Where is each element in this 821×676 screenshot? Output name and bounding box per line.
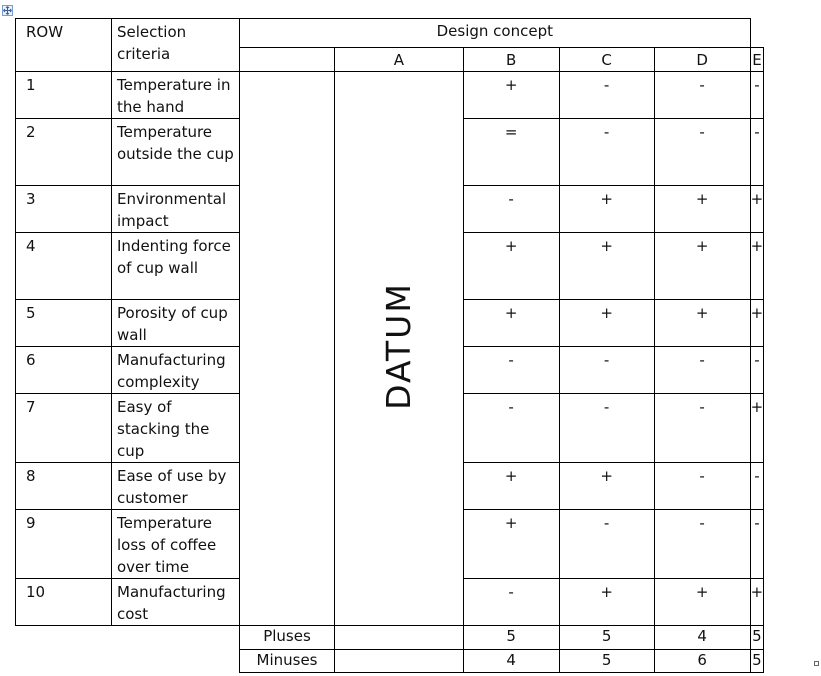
concept-header-b: B bbox=[463, 48, 559, 72]
row-number: 6 bbox=[16, 347, 112, 394]
pugh-matrix-table bbox=[15, 18, 764, 673]
blank-column-cell bbox=[240, 72, 335, 626]
selection-criteria-cell: Easy of stacking the cup bbox=[112, 394, 240, 463]
concept-mark-cell: - bbox=[654, 347, 750, 394]
selection-criteria-cell: Temperature outside the cup bbox=[112, 119, 240, 186]
totals-row bbox=[16, 626, 764, 650]
row-number: 5 bbox=[16, 300, 112, 347]
design-concept-header: Design concept bbox=[240, 19, 751, 48]
table-row bbox=[16, 72, 764, 119]
concept-mark-cell: - bbox=[463, 579, 559, 626]
concept-mark-cell: + bbox=[750, 579, 764, 626]
totals-label: Minuses bbox=[240, 650, 335, 673]
selection-criteria-cell: Temperature in the hand bbox=[112, 72, 240, 119]
total-value-cell: 4 bbox=[463, 650, 559, 673]
datum-label: DATUM bbox=[378, 281, 418, 410]
concept-mark-cell: + bbox=[559, 186, 654, 233]
move-arrows-icon bbox=[3, 6, 12, 15]
concept-header-d: D bbox=[654, 48, 750, 72]
row-number: 8 bbox=[16, 463, 112, 510]
datum-total-cell bbox=[335, 626, 464, 650]
selection-criteria-cell: Temperature loss of coffee over time bbox=[112, 510, 240, 579]
concept-mark-cell: + bbox=[654, 233, 750, 300]
row-number: 1 bbox=[16, 72, 112, 119]
concept-mark-cell: - bbox=[559, 119, 654, 186]
concept-mark-cell: - bbox=[559, 394, 654, 463]
concept-mark-cell: - bbox=[654, 510, 750, 579]
selection-criteria-cell: Porosity of cup wall bbox=[112, 300, 240, 347]
concept-mark-cell: + bbox=[750, 394, 764, 463]
concept-mark-cell: + bbox=[463, 72, 559, 119]
concept-mark-cell: = bbox=[463, 119, 559, 186]
concept-mark-cell: + bbox=[750, 233, 764, 300]
concept-mark-cell: + bbox=[654, 579, 750, 626]
concept-mark-cell: - bbox=[654, 394, 750, 463]
concept-mark-cell: - bbox=[750, 463, 764, 510]
row-number: 2 bbox=[16, 119, 112, 186]
concept-mark-cell: - bbox=[559, 72, 654, 119]
row-number: 7 bbox=[16, 394, 112, 463]
concept-mark-cell: + bbox=[654, 186, 750, 233]
concept-mark-cell: - bbox=[559, 510, 654, 579]
concept-header-e: E bbox=[750, 48, 764, 72]
selection-criteria-cell: Environmental impact bbox=[112, 186, 240, 233]
concept-mark-cell: + bbox=[559, 579, 654, 626]
concept-mark-cell: + bbox=[750, 186, 764, 233]
concept-mark-cell: - bbox=[654, 119, 750, 186]
total-value-cell: 5 bbox=[559, 626, 654, 650]
concept-mark-cell: + bbox=[463, 300, 559, 347]
concept-mark-cell: - bbox=[463, 394, 559, 463]
row-number: 4 bbox=[16, 233, 112, 300]
total-value-cell: 4 bbox=[654, 626, 750, 650]
concept-mark-cell: + bbox=[463, 463, 559, 510]
datum-cell bbox=[335, 72, 464, 626]
concept-header-a: A bbox=[335, 48, 464, 72]
selection-criteria-cell: Ease of use by customer bbox=[112, 463, 240, 510]
totals-label: Pluses bbox=[240, 626, 335, 650]
row-number: 9 bbox=[16, 510, 112, 579]
concept-mark-cell: + bbox=[750, 300, 764, 347]
concept-mark-cell: - bbox=[750, 347, 764, 394]
total-value-cell: 5 bbox=[750, 626, 764, 650]
concept-mark-cell: + bbox=[559, 300, 654, 347]
concept-mark-cell: + bbox=[559, 463, 654, 510]
concept-mark-cell: + bbox=[463, 233, 559, 300]
concept-mark-cell: - bbox=[750, 72, 764, 119]
total-value-cell: 6 bbox=[654, 650, 750, 673]
totals-row bbox=[16, 650, 764, 673]
selection-criteria-cell: Manufacturing cost bbox=[112, 579, 240, 626]
selection-criteria-cell: Indenting force of cup wall bbox=[112, 233, 240, 300]
concept-mark-cell: - bbox=[559, 347, 654, 394]
concept-mark-cell: - bbox=[654, 463, 750, 510]
total-value-cell: 5 bbox=[750, 650, 764, 673]
row-number: 3 bbox=[16, 186, 112, 233]
total-value-cell: 5 bbox=[463, 626, 559, 650]
concept-header-c: C bbox=[559, 48, 654, 72]
concept-mark-cell: + bbox=[654, 300, 750, 347]
table-move-handle[interactable] bbox=[2, 5, 13, 16]
row-number: 10 bbox=[16, 579, 112, 626]
datum-total-cell bbox=[335, 650, 464, 673]
concept-mark-cell: - bbox=[463, 186, 559, 233]
concept-mark-cell: - bbox=[750, 119, 764, 186]
concept-mark-cell: + bbox=[463, 510, 559, 579]
row-header: ROW bbox=[16, 19, 112, 72]
concept-mark-cell: - bbox=[750, 510, 764, 579]
table-resize-handle[interactable] bbox=[814, 661, 819, 666]
concept-mark-cell: + bbox=[559, 233, 654, 300]
selection-criteria-cell: Manufacturing complexity bbox=[112, 347, 240, 394]
concept-mark-cell: - bbox=[463, 347, 559, 394]
concept-mark-cell: - bbox=[654, 72, 750, 119]
criteria-header: Selection criteria bbox=[112, 19, 240, 72]
total-value-cell: 5 bbox=[559, 650, 654, 673]
